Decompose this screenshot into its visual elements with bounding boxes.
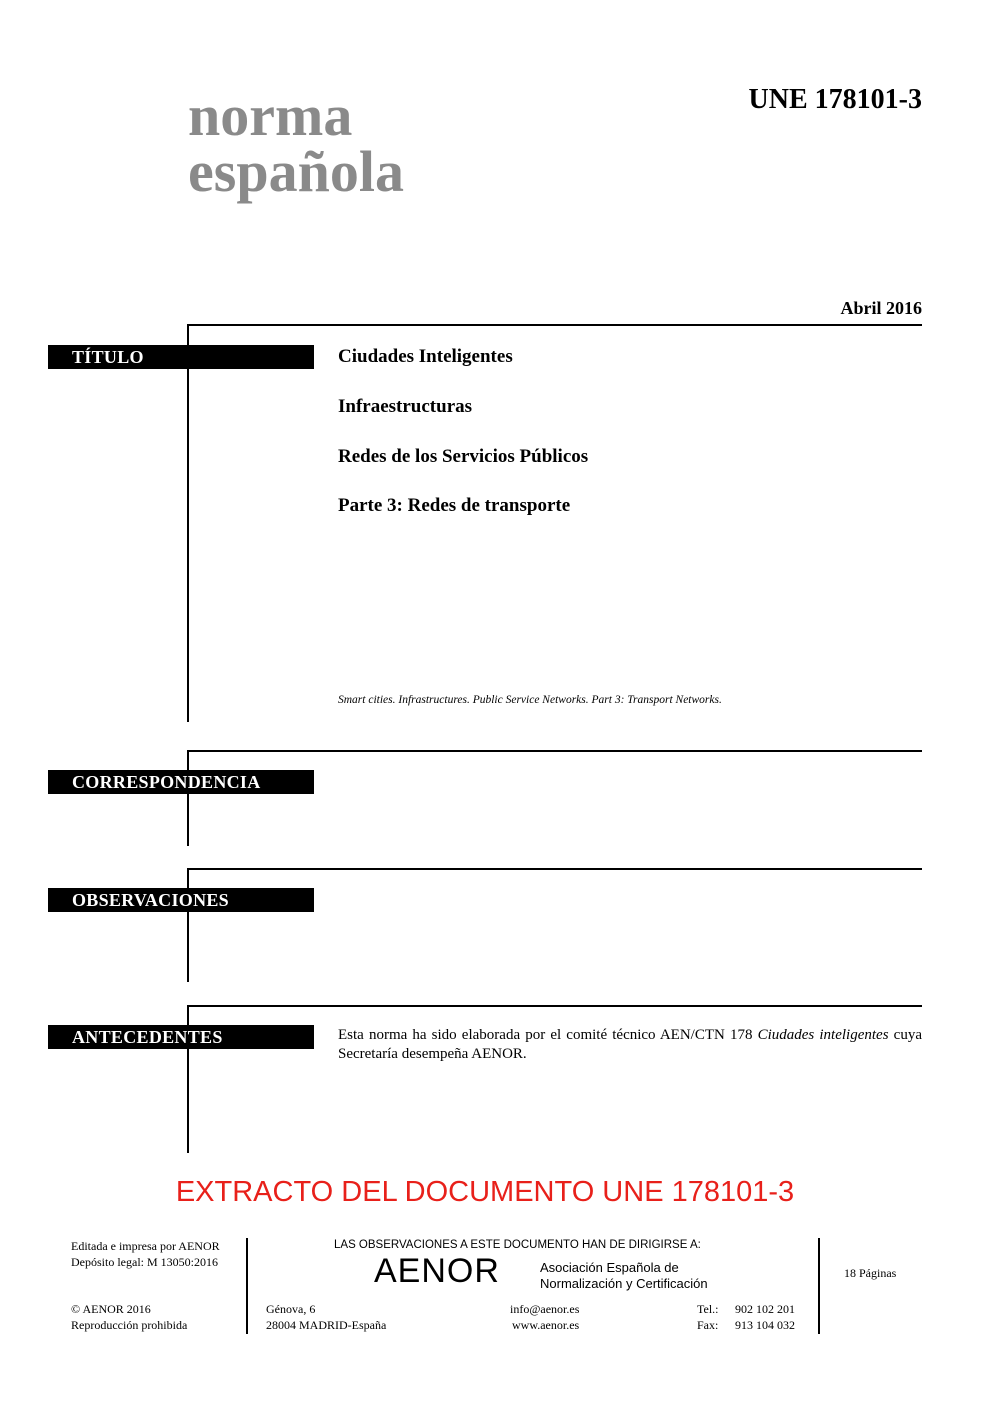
extract-notice: EXTRACTO DEL DOCUMENTO UNE 178101-3 bbox=[175, 1176, 795, 1208]
tel-value: 902 102 201 bbox=[735, 1302, 795, 1316]
footer-copyright: © AENOR 2016 bbox=[71, 1302, 151, 1316]
norma-title-line1: norma bbox=[188, 83, 353, 148]
contact-web[interactable]: www.aenor.es bbox=[512, 1318, 580, 1332]
observations-heading: LAS OBSERVACIONES A ESTE DOCUMENTO HAN DE DIRIGIRSE A: bbox=[334, 1239, 701, 1251]
page-count: 18 Páginas bbox=[844, 1266, 897, 1280]
committee-name: Ciudades inteligentes bbox=[757, 1027, 889, 1043]
title-line-4: Parte 3: Redes de transporte bbox=[338, 495, 571, 516]
fax-value: 913 104 032 bbox=[735, 1318, 795, 1332]
aenor-organization bbox=[540, 1260, 708, 1292]
section-rule-correspondencia bbox=[187, 750, 189, 846]
footer-reproduction: Reproducción prohibida bbox=[71, 1318, 188, 1332]
org-line-2: Normalización y Certificación bbox=[540, 1276, 708, 1291]
section-rule-titulo bbox=[187, 324, 189, 722]
footer-legal-deposit: Depósito legal: M 13050:2016 bbox=[71, 1255, 218, 1269]
address-city: 28004 MADRID-España bbox=[266, 1318, 387, 1332]
antecedentes-text bbox=[338, 1026, 922, 1064]
observaciones-label: OBSERVACIONES bbox=[48, 888, 314, 912]
section-divider-antecedentes bbox=[188, 1005, 922, 1007]
footer-edited-by: Editada e impresa por AENOR bbox=[71, 1239, 220, 1253]
standard-code: UNE 178101-3 bbox=[748, 84, 922, 115]
tel-label: Tel.: bbox=[697, 1302, 719, 1316]
section-divider-titulo bbox=[188, 324, 922, 326]
antecedentes-text-part2: cuya Secretaría desempeña AENOR. bbox=[338, 1027, 922, 1062]
title-line-1: Ciudades Inteligentes bbox=[338, 346, 513, 367]
footer-divider-right bbox=[818, 1238, 820, 1334]
fax-label: Fax: bbox=[697, 1318, 719, 1332]
antecedentes-label: ANTECEDENTES bbox=[48, 1025, 314, 1049]
section-divider-correspondencia bbox=[188, 750, 922, 752]
section-rule-observaciones bbox=[187, 868, 189, 982]
aenor-logo: AENOR bbox=[374, 1252, 500, 1290]
correspondencia-label: CORRESPONDENCIA bbox=[48, 770, 314, 794]
address-street: Génova, 6 bbox=[266, 1302, 316, 1316]
english-title: Smart cities. Infrastructures. Public Service Networks. Part 3: Transport Networks. bbox=[338, 694, 722, 706]
title-line-2: Infraestructuras bbox=[338, 396, 473, 417]
publication-date: Abril 2016 bbox=[840, 298, 922, 318]
org-line-1: Asociación Española de bbox=[540, 1260, 679, 1275]
antecedentes-text-part1: Esta norma ha sido elaborada por el comité técnico AEN/CTN 178 bbox=[338, 1027, 758, 1043]
section-divider-observaciones bbox=[188, 868, 922, 870]
norma-title-line2: española bbox=[188, 139, 404, 204]
footer-divider-left bbox=[246, 1238, 248, 1334]
title-line-3: Redes de los Servicios Públicos bbox=[338, 446, 589, 467]
titulo-label: TÍTULO bbox=[48, 345, 314, 369]
contact-email[interactable]: info@aenor.es bbox=[510, 1302, 580, 1316]
